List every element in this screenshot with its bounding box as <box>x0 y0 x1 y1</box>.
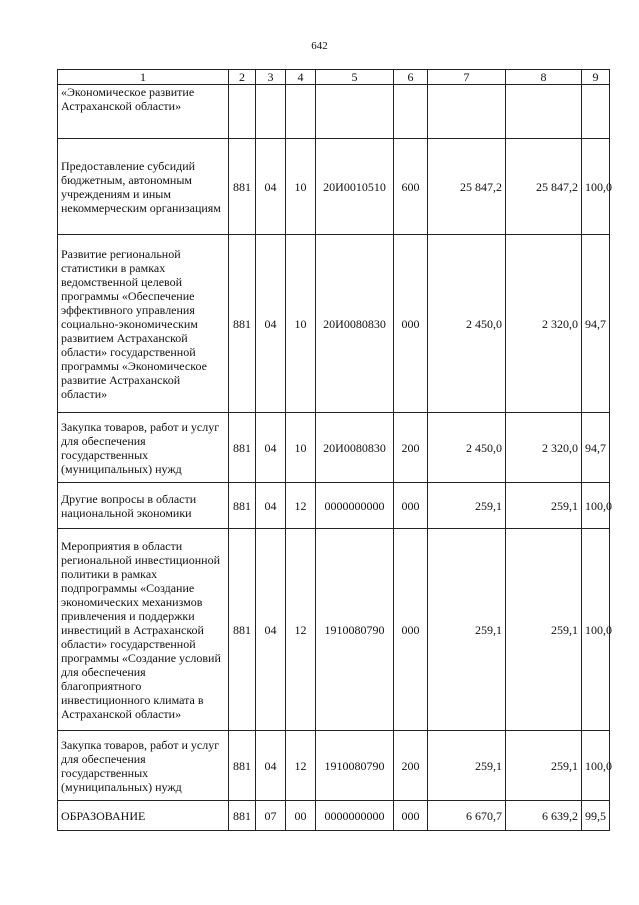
header-cell: 9 <box>582 70 610 85</box>
cell-executed: 259,1 <box>506 731 582 801</box>
table-row <box>58 483 610 529</box>
cell-planned: 6 670,7 <box>428 801 506 831</box>
cell-executed: 2 320,0 <box>506 235 582 413</box>
header-cell: 5 <box>316 70 394 85</box>
cell-ministry: 881 <box>229 731 256 801</box>
budget-table <box>57 69 610 831</box>
cell-subsection: 10 <box>286 139 316 235</box>
table-row <box>58 235 610 413</box>
cell-executed: 2 320,0 <box>506 413 582 483</box>
cell-percent: 99,5 <box>582 801 610 831</box>
cell-ministry: 881 <box>229 413 256 483</box>
cell-subsection: 00 <box>286 801 316 831</box>
cell-subsection: 12 <box>286 529 316 731</box>
cell-target-article: 20И0080830 <box>316 413 394 483</box>
cell-section: 04 <box>256 731 286 801</box>
page-number: 642 <box>311 40 328 52</box>
cell-section: 04 <box>256 529 286 731</box>
cell-section: 04 <box>256 413 286 483</box>
cell-target-article: 0000000000 <box>316 801 394 831</box>
cell-executed: 259,1 <box>506 483 582 529</box>
cell-ministry: 881 <box>229 801 256 831</box>
cell-percent: 100,0 <box>582 731 610 801</box>
table-row <box>58 731 610 801</box>
cell-subsection: 12 <box>286 483 316 529</box>
cell-target-article: 20И0010510 <box>316 139 394 235</box>
table-row <box>58 801 610 831</box>
cell-percent: 100,0 <box>582 139 610 235</box>
row-name: Предоставление субсидий бюджетным, автономным учреждениям и иным некоммерческим организациям <box>58 139 229 235</box>
cell-expense-type: 600 <box>394 139 428 235</box>
cell-target-article <box>316 85 394 139</box>
cell-executed: 259,1 <box>506 529 582 731</box>
cell-percent: 100,0 <box>582 529 610 731</box>
header-cell: 6 <box>394 70 428 85</box>
cell-section <box>256 85 286 139</box>
header-cell: 3 <box>256 70 286 85</box>
cell-ministry <box>229 85 256 139</box>
cell-expense-type: 000 <box>394 235 428 413</box>
cell-section: 04 <box>256 235 286 413</box>
cell-ministry: 881 <box>229 483 256 529</box>
cell-planned: 259,1 <box>428 529 506 731</box>
cell-subsection <box>286 85 316 139</box>
cell-expense-type: 200 <box>394 413 428 483</box>
cell-percent: 94,7 <box>582 235 610 413</box>
row-name: Закупка товаров, работ и услуг для обеспечения государственных (муниципальных) нужд <box>58 731 229 801</box>
cell-ministry: 881 <box>229 235 256 413</box>
header-cell: 7 <box>428 70 506 85</box>
cell-percent: 100,0 <box>582 483 610 529</box>
cell-planned <box>428 85 506 139</box>
table-row <box>58 139 610 235</box>
header-row <box>58 70 610 85</box>
header-cell: 8 <box>506 70 582 85</box>
cell-planned: 2 450,0 <box>428 235 506 413</box>
cell-target-article: 20И0080830 <box>316 235 394 413</box>
cell-executed: 25 847,2 <box>506 139 582 235</box>
cell-expense-type: 200 <box>394 731 428 801</box>
cell-target-article: 1910080790 <box>316 731 394 801</box>
row-name: Развитие региональной статистики в рамках ведомственной целевой программы «Обеспечение эффективного управления социально-экономическим развитием Астраханской области» государственной программы «Экономическое развитие Астраханской области» <box>58 235 229 413</box>
cell-planned: 25 847,2 <box>428 139 506 235</box>
header-cell: 1 <box>58 70 229 85</box>
cell-expense-type <box>394 85 428 139</box>
cell-section: 04 <box>256 139 286 235</box>
cell-planned: 259,1 <box>428 731 506 801</box>
header-cell: 2 <box>229 70 256 85</box>
cell-target-article: 0000000000 <box>316 483 394 529</box>
cell-target-article: 1910080790 <box>316 529 394 731</box>
cell-expense-type: 000 <box>394 483 428 529</box>
cell-executed <box>506 85 582 139</box>
cell-percent <box>582 85 610 139</box>
row-name: Закупка товаров, работ и услуг для обеспечения государственных (муниципальных) нужд <box>58 413 229 483</box>
cell-subsection: 10 <box>286 413 316 483</box>
cell-expense-type: 000 <box>394 529 428 731</box>
cell-section: 04 <box>256 483 286 529</box>
cell-executed: 6 639,2 <box>506 801 582 831</box>
cell-subsection: 12 <box>286 731 316 801</box>
row-name: Мероприятия в области региональной инвестиционной политики в рамках подпрограммы «Создание экономических механизмов привлечения и поддержки инвестиций в Астраханской области» государственной программы «Создание условий для обеспечения благоприятного инвестиционного климата в Астраханской области» <box>58 529 229 731</box>
table-row <box>58 529 610 731</box>
cell-ministry: 881 <box>229 529 256 731</box>
row-name: Другие вопросы в области национальной экономики <box>58 483 229 529</box>
cell-expense-type: 000 <box>394 801 428 831</box>
table-row <box>58 85 610 139</box>
row-name: ОБРАЗОВАНИЕ <box>58 801 229 831</box>
cell-planned: 2 450,0 <box>428 413 506 483</box>
cell-ministry: 881 <box>229 139 256 235</box>
header-cell: 4 <box>286 70 316 85</box>
table-row <box>58 413 610 483</box>
cell-percent: 94,7 <box>582 413 610 483</box>
row-name: «Экономическое развитие Астраханской области» <box>58 85 229 139</box>
cell-section: 07 <box>256 801 286 831</box>
cell-planned: 259,1 <box>428 483 506 529</box>
cell-subsection: 10 <box>286 235 316 413</box>
